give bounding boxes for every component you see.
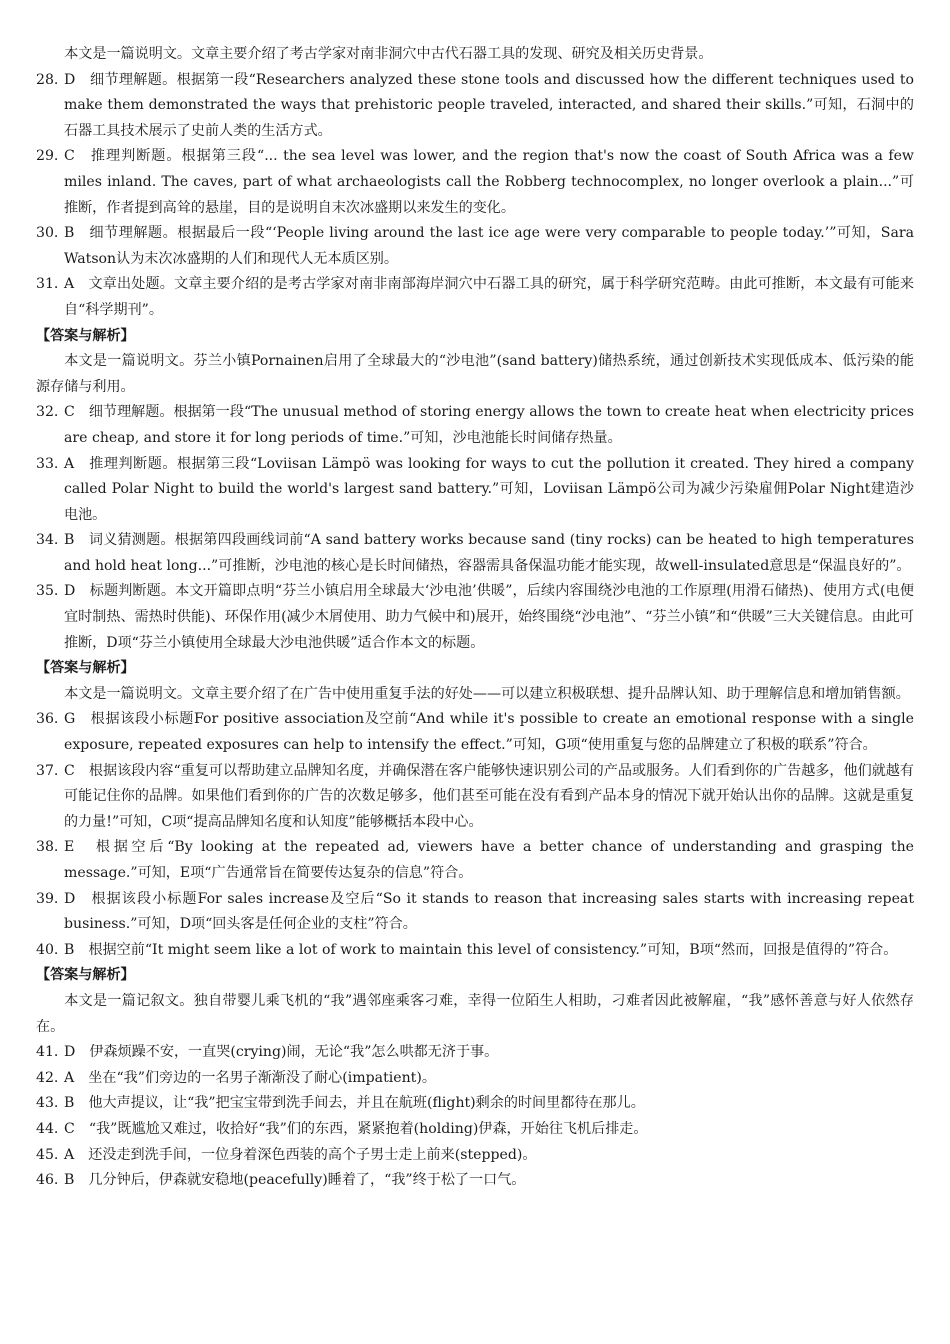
- answer-item: [36, 1066, 914, 1092]
- passage-summary: 本文是一篇说明文。文章主要介绍了考古学家对南非洞穴中古代石器工具的发现、研究及相关历史背景。: [64, 46, 713, 62]
- question-number: 46.: [36, 1172, 59, 1189]
- question-number: 28.: [36, 71, 59, 88]
- question-number: 30.: [36, 225, 59, 242]
- answer-explanation: B 根据空前“It might seem like a lot of work to maintain this level of consistency.”可知，B项“然而，回报是值得的”符合。: [64, 941, 898, 958]
- answer-explanation: A 还没走到洗手间，一位身着深色西装的高个子男士走上前来(stepped)。: [64, 1146, 537, 1163]
- section-header: 【答案与解析】: [36, 967, 135, 984]
- question-number: 42.: [36, 1069, 59, 1086]
- question-number: 45.: [36, 1146, 59, 1163]
- section-header: 【答案与解析】: [36, 327, 135, 344]
- answer-explanation: C 细节理解题。根据第一段“The unusual method of storing energy allows the town to create heat when electricity prices are cheap, and store it for long periods of time.”可知，沙电池能长时间储存热量。: [64, 404, 914, 446]
- answer-explanation: A 坐在“我”们旁边的一名男子渐渐没了耐心(impatient)。: [64, 1069, 436, 1086]
- answer-item: [36, 938, 914, 964]
- answer-item: [36, 1143, 914, 1169]
- answer-item: [36, 835, 914, 886]
- answer-item: [36, 68, 914, 145]
- answer-item: [36, 1117, 914, 1143]
- question-number: 40.: [36, 941, 59, 958]
- answer-explanation: D 伊森烦躁不安，一直哭(crying)闹，无论“我”怎么哄都无济于事。: [64, 1044, 499, 1061]
- passage-summary: 本文是一篇说明文。芬兰小镇Pornainen启用了全球最大的“沙电池”(sand battery)储热系统，通过创新技术实现低成本、低污染的能源存储与利用。: [36, 353, 914, 395]
- answer-item: [36, 759, 914, 836]
- question-number: 37.: [36, 762, 59, 779]
- answer-item: [36, 400, 914, 451]
- answer-item: [36, 1091, 914, 1117]
- passage-summary: 本文是一篇说明文。文章主要介绍了在广告中使用重复手法的好处——可以建立积极联想、提升品牌认知、助于理解信息和增加销售额。: [64, 685, 910, 702]
- answer-explanation: D 根据该段小标题For sales increase及空后“So it stands to reason that increasing sales starts with increasing repeat business.”可知，D项“回头客是任何企业的支柱”符合。: [64, 890, 914, 933]
- answer-explanation: E 根据空后“By looking at the repeated ad, viewers have a better chance of understanding and grasping the message.”可知，E项“广告通常旨在简要传达复杂的信息”符合。: [64, 839, 914, 881]
- question-number: 34.: [36, 532, 59, 549]
- answer-explanation: G 根据该段小标题For positive association及空前“And while it's possible to create an emotional response with a single exposure, repeated exposures can help to intensify the effect.”可知，G项“使用重复与您的品牌建立了积极的联系”符合。: [64, 711, 914, 754]
- answer-explanation: D 标题判断题。本文开篇即点明“芬兰小镇启用全球最大‘沙电池’供暖”，后续内容围绕沙电池的工作原理(用滑石储热)、使用方式(电便宜时制热、需热时供能)、环保作用(减少木屑使用、助力气候中和)展开，始终围绕“沙电池”、“芬兰小镇”和“供暖”三大关键信息。由此可推断，D项“芬兰小镇使用全球最大沙电池供暖”适合作本文的标题。: [64, 583, 914, 651]
- answer-explanation: B 细节理解题。根据最后一段“‘People living around the last ice age were very comparable to people today.’”可知，Sara Watson认为末次冰盛期的人们和现代人无本质区别。: [64, 225, 914, 267]
- question-number: 43.: [36, 1095, 59, 1112]
- answer-explanation: D 细节理解题。根据第一段“Researchers analyzed these stone tools and discussed how the different techniques used to make them demonstrated the ways that prehistoric people traveled, interacted, and shared their skills.”可知，石洞中的石器工具技术展示了史前人类的生活方式。: [64, 71, 914, 139]
- answer-item: [36, 1040, 914, 1066]
- question-number: 39.: [36, 890, 59, 907]
- answer-item: [36, 221, 914, 272]
- answer-explanation: A 推理判断题。根据第三段“Loviisan Lämpö was looking for ways to cut the pollution it created. They hired a company called Polar Night to build the world's largest sand battery.”可知，Loviisan Lämpö公司为减少污染雇佣Polar Night建造沙电池。: [64, 455, 914, 523]
- passage-summary: 本文是一篇记叙文。独自带婴儿乘飞机的“我”遇邻座乘客刁难，幸得一位陌生人相助，刁难者因此被解雇，“我”感怀善意与好人依然存在。: [36, 992, 914, 1035]
- question-number: 44.: [36, 1120, 59, 1137]
- question-number: 29.: [36, 148, 59, 165]
- answer-explanation: B 他大声提议，让“我”把宝宝带到洗手间去，并且在航班(flight)剩余的时间里都待在那儿。: [64, 1095, 645, 1112]
- answer-explanation: C “我”既尴尬又难过，收拾好“我”们的东西，紧紧抱着(holding)伊森，开始往飞机后排走。: [64, 1120, 648, 1137]
- answer-item: [36, 707, 914, 758]
- answer-item: [36, 579, 914, 656]
- question-number: 31.: [36, 276, 59, 293]
- answer-explanation: B 词义猜测题。根据第四段画线词前“A sand battery works because sand (tiny rocks) can be heated to high temperatures and hold heat long...”可推断，沙电池的核心是长时间储热，容器需具备保温功能才能实现，故well-insulated意思是“保温良好的”。: [64, 532, 914, 574]
- question-number: 41.: [36, 1044, 59, 1061]
- answer-explanation: C 推理判断题。根据第三段“... the sea level was lower, and the region that's now the coast of South Africa was a few miles inland. The caves, part of what archaeologists call the Robberg technocomplex, no longer overlook a plain...”可推断，作者提到高耸的悬崖，目的是说明自末次冰盛期以来发生的变化。: [64, 148, 914, 216]
- section-header: 【答案与解析】: [36, 660, 135, 677]
- question-number: 32.: [36, 404, 59, 421]
- answer-explanation: C 根据该段内容“重复可以帮助建立品牌知名度，并确保潜在客户能够快速识别公司的产品或服务。人们看到你的广告越多，他们就越有可能记住你的品牌。如果他们看到你的广告的次数足够多，他们甚至可能在没有看到产品本身的情况下就开始认出你的品牌。这就是重复的力量!”可知，C项“提高品牌知名度和认知度”能够概括本段中心。: [64, 762, 914, 830]
- question-number: 33.: [36, 455, 59, 472]
- answer-item: [36, 272, 914, 323]
- question-number: 38.: [36, 839, 59, 856]
- answer-item: [36, 1168, 914, 1194]
- answer-item: [36, 887, 914, 938]
- answer-explanations: [36, 42, 914, 1194]
- answer-explanation: B 几分钟后，伊森就安稳地(peacefully)睡着了，“我”终于松了一口气。: [64, 1172, 526, 1189]
- answer-item: [36, 452, 914, 529]
- question-number: 36.: [36, 711, 59, 728]
- answer-item: [36, 528, 914, 579]
- answer-item: [36, 144, 914, 221]
- answer-explanation: A 文章出处题。文章主要介绍的是考古学家对南非南部海岸洞穴中石器工具的研究，属于科学研究范畴。由此可推断，本文最有可能来自“科学期刊”。: [64, 276, 914, 318]
- question-number: 35.: [36, 583, 59, 600]
